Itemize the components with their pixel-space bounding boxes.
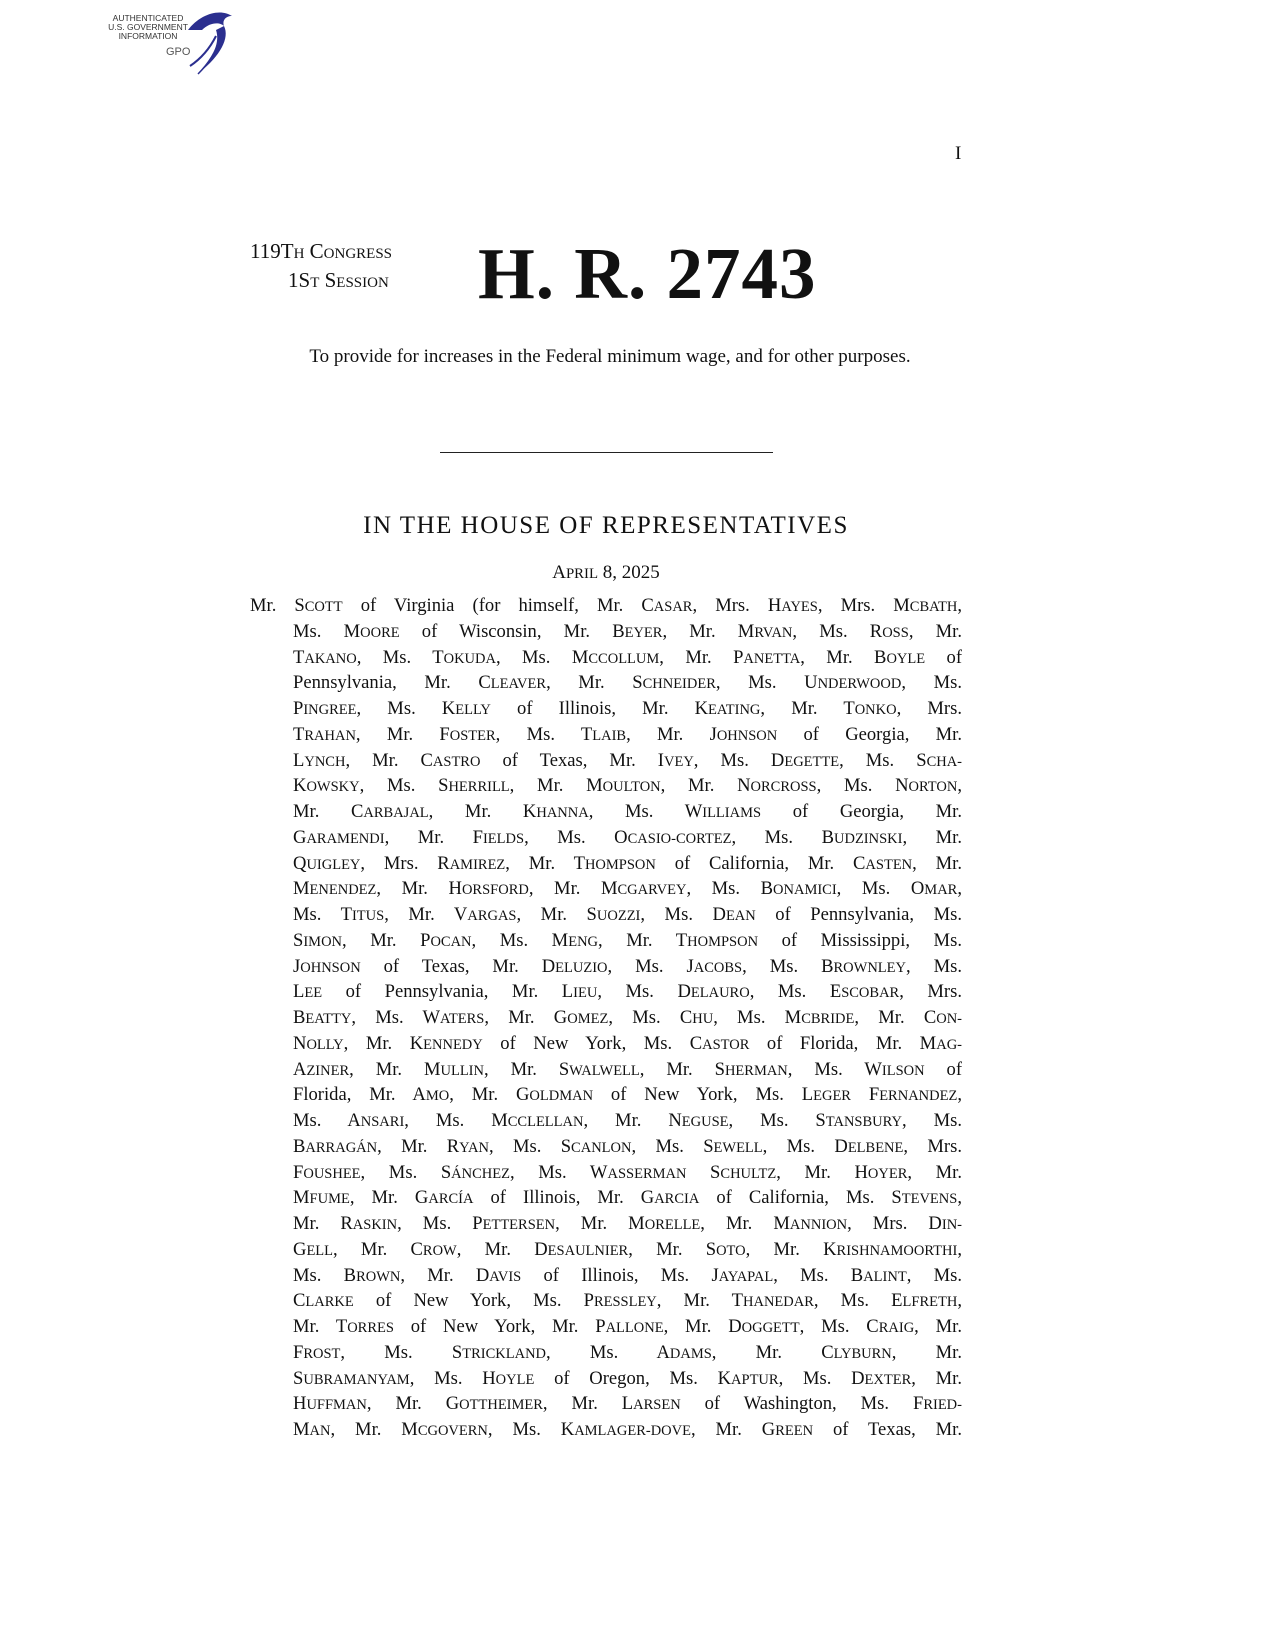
sponsor-line: TRAHAN, Mr. FOSTER, Ms. TLAIB, Mr. JOHNSON of Georgia, Mr. (293, 723, 962, 745)
sponsor-line: Mr. SCOTT of Virginia (for himself, Mr. CASAR, Mrs. HAYES, Mrs. MCBATH, (250, 595, 962, 616)
sponsor-line: FOUSHEE, Ms. SÁNCHEZ, Ms. WASSERMAN SCHULTZ, Mr. HOYER, Mr. (293, 1161, 962, 1183)
gpo-authenticated-logo (100, 8, 240, 76)
sponsor-line: Mr. CARBAJAL, Mr. KHANNA, Ms. WILLIAMS of Georgia, Mr. (293, 801, 962, 822)
logo-gpo-text: GPO (166, 46, 191, 58)
sponsor-line: Ms. ANSARI, Ms. MCCLELLAN, Mr. NEGUSE, Ms. STANSBURY, Ms. (293, 1110, 962, 1131)
sponsor-line: AZINER, Mr. MULLIN, Mr. SWALWELL, Mr. SHERMAN, Ms. WILSON of (293, 1058, 962, 1080)
chamber-heading: IN THE HOUSE OF REPRESENTATIVES (363, 512, 849, 539)
page-mark: I (955, 143, 962, 164)
sponsor-line: QUIGLEY, Mrs. RAMIREZ, Mr. THOMPSON of California, Mr. CASTEN, Mr. (293, 852, 962, 874)
congress-label: 119TH CONGRESS (250, 239, 393, 263)
sponsor-line: BARRAGÁN, Mr. RYAN, Ms. SCANLON, Ms. SEWELL, Ms. DELBENE, Mrs. (293, 1135, 962, 1157)
sponsor-line: GARAMENDI, Mr. FIELDS, Ms. OCASIO-CORTEZ, Ms. BUDZINSKI, Mr. (293, 826, 962, 848)
sponsor-line: GELL, Mr. CROW, Mr. DESAULNIER, Mr. SOTO, Mr. KRISHNAMOORTHI, (293, 1238, 962, 1260)
sponsor-line: Mr. TORRES of New York, Mr. PALLONE, Mr. DOGGETT, Ms. CRAIG, Mr. (293, 1316, 962, 1337)
bill-purpose: To provide for increases in the Federal minimum wage, and for other purposes. (309, 346, 911, 367)
sponsor-line: NOLLY, Mr. KENNEDY of New York, Ms. CASTOR of Florida, Mr. MAG- (293, 1032, 962, 1054)
sponsor-line: Ms. TITUS, Mr. VARGAS, Mr. SUOZZI, Ms. DEAN of Pennsylvania, Ms. (293, 904, 962, 925)
sponsor-line: LEE of Pennsylvania, Mr. LIEU, Ms. DELAURO, Ms. ESCOBAR, Mrs. (293, 981, 962, 1003)
sponsor-line: Pennsylvania, Mr. CLEAVER, Mr. SCHNEIDER, Ms. UNDERWOOD, Ms. (293, 672, 962, 694)
sponsor-line: KOWSKY, Ms. SHERRILL, Mr. MOULTON, Mr. NORCROSS, Ms. NORTON, (293, 775, 962, 797)
sponsor-line: Ms. MOORE of Wisconsin, Mr. BEYER, Mr. MRVAN, Ms. ROSS, Mr. (293, 620, 962, 642)
sponsor-line: MFUME, Mr. GARCÍA of Illinois, Mr. GARCIA of California, Ms. STEVENS, (293, 1187, 962, 1209)
logo-text-line: U.S. GOVERNMENT (108, 22, 188, 32)
sponsor-line: JOHNSON of Texas, Mr. DELUZIO, Ms. JACOBS, Ms. BROWNLEY, Ms. (293, 955, 962, 977)
sponsor-line: SUBRAMANYAM, Ms. HOYLE of Oregon, Ms. KAPTUR, Ms. DEXTER, Mr. (293, 1367, 962, 1389)
sponsor-line: LYNCH, Mr. CASTRO of Texas, Mr. IVEY, Ms. DEGETTE, Ms. SCHA- (293, 749, 962, 771)
bill-number: H. R. 2743 (478, 233, 817, 314)
sponsor-line: SIMON, Mr. POCAN, Ms. MENG, Mr. THOMPSON of Mississippi, Ms. (293, 929, 962, 951)
logo-text-line: INFORMATION (118, 31, 178, 41)
divider (440, 452, 773, 453)
sponsor-line: HUFFMAN, Mr. GOTTHEIMER, Mr. LARSEN of Washington, Ms. FRIED- (293, 1393, 962, 1415)
sponsor-line: FROST, Ms. STRICKLAND, Ms. ADAMS, Mr. CLYBURN, Mr. (293, 1341, 962, 1363)
sponsor-line: PINGREE, Ms. KELLY of Illinois, Mr. KEATING, Mr. TONKO, Mrs. (293, 698, 962, 719)
sponsor-line: Florida, Mr. AMO, Mr. GOLDMAN of New York, Ms. LEGER FERNANDEZ, (293, 1084, 962, 1106)
sponsor-line: MAN, Mr. MCGOVERN, Ms. KAMLAGER-DOVE, Mr. GREEN of Texas, Mr. (293, 1419, 962, 1440)
sponsors-list (250, 593, 962, 1443)
sponsor-line: BEATTY, Ms. WATERS, Mr. GOMEZ, Ms. CHU, Ms. MCBRIDE, Mr. CON- (293, 1007, 962, 1028)
logo-text-line: AUTHENTICATED (112, 13, 184, 23)
sponsor-line: Mr. RASKIN, Ms. PETTERSEN, Mr. MORELLE, Mr. MANNION, Mrs. DIN- (293, 1213, 962, 1234)
sponsor-line: Ms. BROWN, Mr. DAVIS of Illinois, Ms. JAYAPAL, Ms. BALINT, Ms. (293, 1264, 962, 1286)
sponsor-line: TAKANO, Ms. TOKUDA, Ms. MCCOLLUM, Mr. PANETTA, Mr. BOYLE of (293, 646, 962, 668)
sponsor-line: CLARKE of New York, Ms. PRESSLEY, Mr. THANEDAR, Ms. ELFRETH, (293, 1290, 962, 1312)
introduction-date: APRIL 8, 2025 (552, 562, 660, 583)
eagle-icon (180, 8, 240, 76)
congress-session-label (250, 238, 450, 296)
sponsor-line: MENENDEZ, Mr. HORSFORD, Mr. MCGARVEY, Ms. BONAMICI, Ms. OMAR, (293, 878, 962, 900)
session-label: 1ST SESSION (288, 268, 389, 292)
